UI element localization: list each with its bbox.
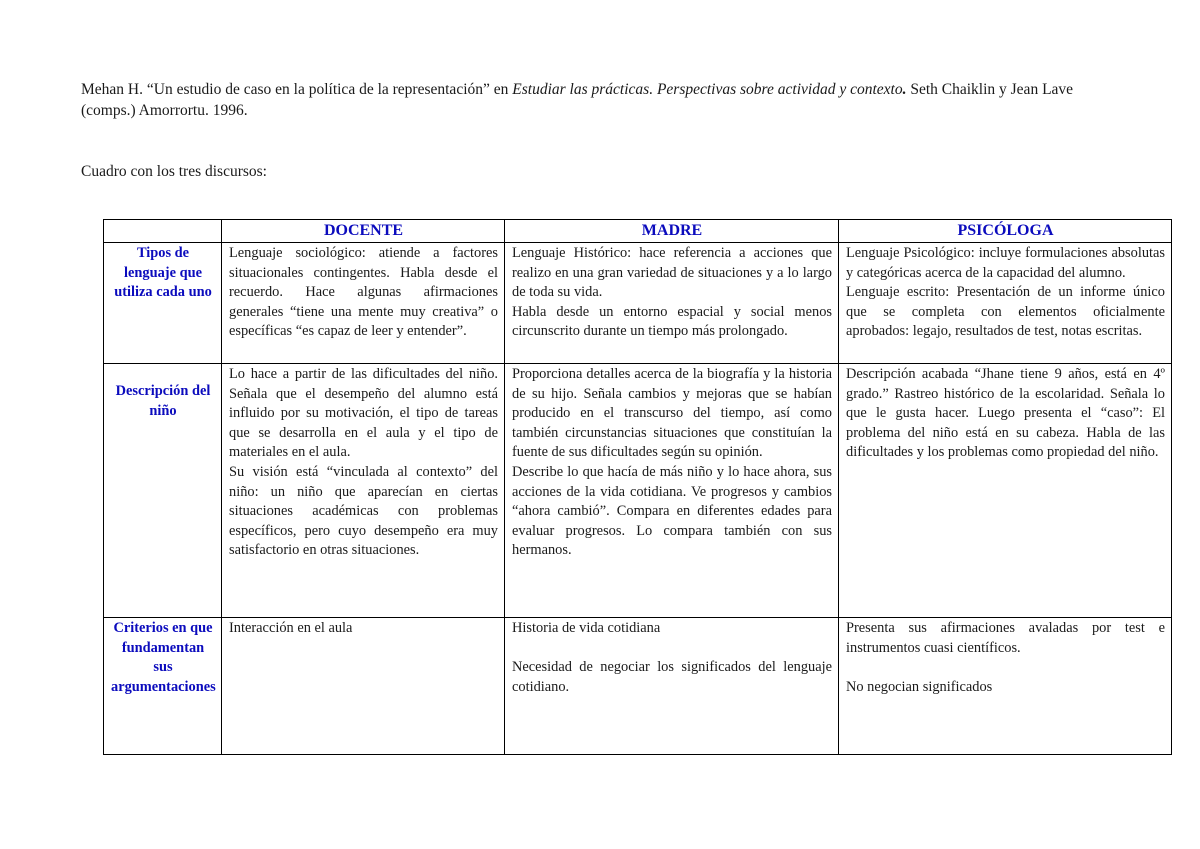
cell-paragraph: Lenguaje escrito: Presentación de un informe único que se completa con elementos oficialmente aprobados: legajo, resultados de test, notas escritas. [846,284,1165,340]
cell-paragraph: Habla desde un entorno espacial y social menos circunscrito durante un tiempo más prolongado. [512,303,832,340]
citation-article-title: “Un estudio de caso en la política de la representación” [146,81,490,98]
row-header-tipos-lenguaje: Tipos de lenguaje que utiliza cada uno [104,243,222,364]
cell-paragraph: Lenguaje Psicológico: incluye formulaciones absolutas y categóricas acerca de la capacidad del alumno. [846,245,1165,281]
column-header-madre: MADRE [505,220,839,243]
cell-paragraph: Describe lo que hacía de más niño y lo hace ahora, sus acciones de la vida cotidiana. Ve progresos y cambios “ahora cambió”. Compara en diferentes edades para evaluar progresos. Lo compara también con sus hermanos. [512,463,832,559]
cell-psicologa-criterios [839,618,1172,755]
cell-paragraph: Presenta sus afirmaciones avaladas por test e instrumentos cuasi científicos. [846,620,1165,656]
cell-paragraph: Lo hace a partir de las dificultades del niño. Señala que el desempeño del alumno está influido por su motivación, el tipo de tareas que se desarrolla en el aula y el tipo de materiales en el aula. [229,366,498,461]
cell-madre-criterios [505,618,839,755]
cell-paragraph: No negocian significados [846,678,993,695]
row-header-descripcion: Descripción del niño [104,364,222,618]
discourses-table [103,219,1172,755]
cell-docente-lenguaje [222,243,505,364]
corner-cell [104,220,222,243]
cell-paragraph: Su visión está “vinculada al contexto” del niño: un niño que aparecían en ciertas situaciones académicas con problemas específicos, pero cuyo desempeño era muy satisfactorio en otras situaciones. [229,463,498,559]
citation-connector: en [493,81,509,98]
cell-paragraph: Proporciona detalles acerca de la biografía y la historia de su hijo. Señala cambios y mejoras que se habían producido en el transcurso del tiempo, así como también circunstancias situaciones que constituían la fuente de sus dificultades según su opinión. [512,366,832,461]
row-header-criterios: Criterios en que fundamentan sus argumentaciones [104,618,222,755]
table-intro: Cuadro con los tres discursos: [81,163,267,180]
citation-period: . [902,81,907,98]
cell-docente-criterios [222,618,505,755]
citation-book-title: Estudiar las prácticas. Perspectivas sobre actividad y contexto [512,81,903,98]
cell-docente-descripcion [222,364,505,618]
cell-psicologa-lenguaje [839,243,1172,364]
citation-author: Mehan H. [81,81,143,98]
column-header-psicologa: PSICÓLOGA [839,220,1172,243]
cell-paragraph: Historia de vida cotidiana [512,620,661,636]
table-header-row [104,220,1172,243]
table-row [104,364,1172,618]
cell-paragraph: Lenguaje Histórico: hace referencia a acciones que realizo en una gran variedad de situaciones y a lo largo de toda su vida. [512,245,832,301]
cell-paragraph: Descripción acabada “Jhane tiene 9 años, está en 4º grado.” Rastreo histórico de la escolaridad. Señala lo que le gusta hacer. Luego presenta el “caso”: El problema del niño está en su cabeza. Habla de las dificultades y los problemas como propiedad del niño. [846,366,1165,461]
table-row [104,618,1172,755]
cell-paragraph: Interacción en el aula [229,620,353,636]
table-row [104,243,1172,364]
cell-paragraph: Necesidad de negociar los significados del lenguaje cotidiano. [512,659,832,695]
cell-paragraph: Lenguaje sociológico: atiende a factores situacionales contingentes. Habla desde el recuerdo. Hace algunas afirmaciones generales “tiene una mente muy creativa” o específicas “es capaz de leer y entender”. [229,245,498,340]
citation-editors: Seth Chaiklin y Jean Lave (comps.) Amorrortu. 1996. [81,81,1074,119]
cell-madre-lenguaje [505,243,839,364]
cell-madre-descripcion [505,364,839,618]
column-header-docente: DOCENTE [222,220,505,243]
bibliographic-citation [81,79,1121,121]
cell-psicologa-descripcion [839,364,1172,618]
